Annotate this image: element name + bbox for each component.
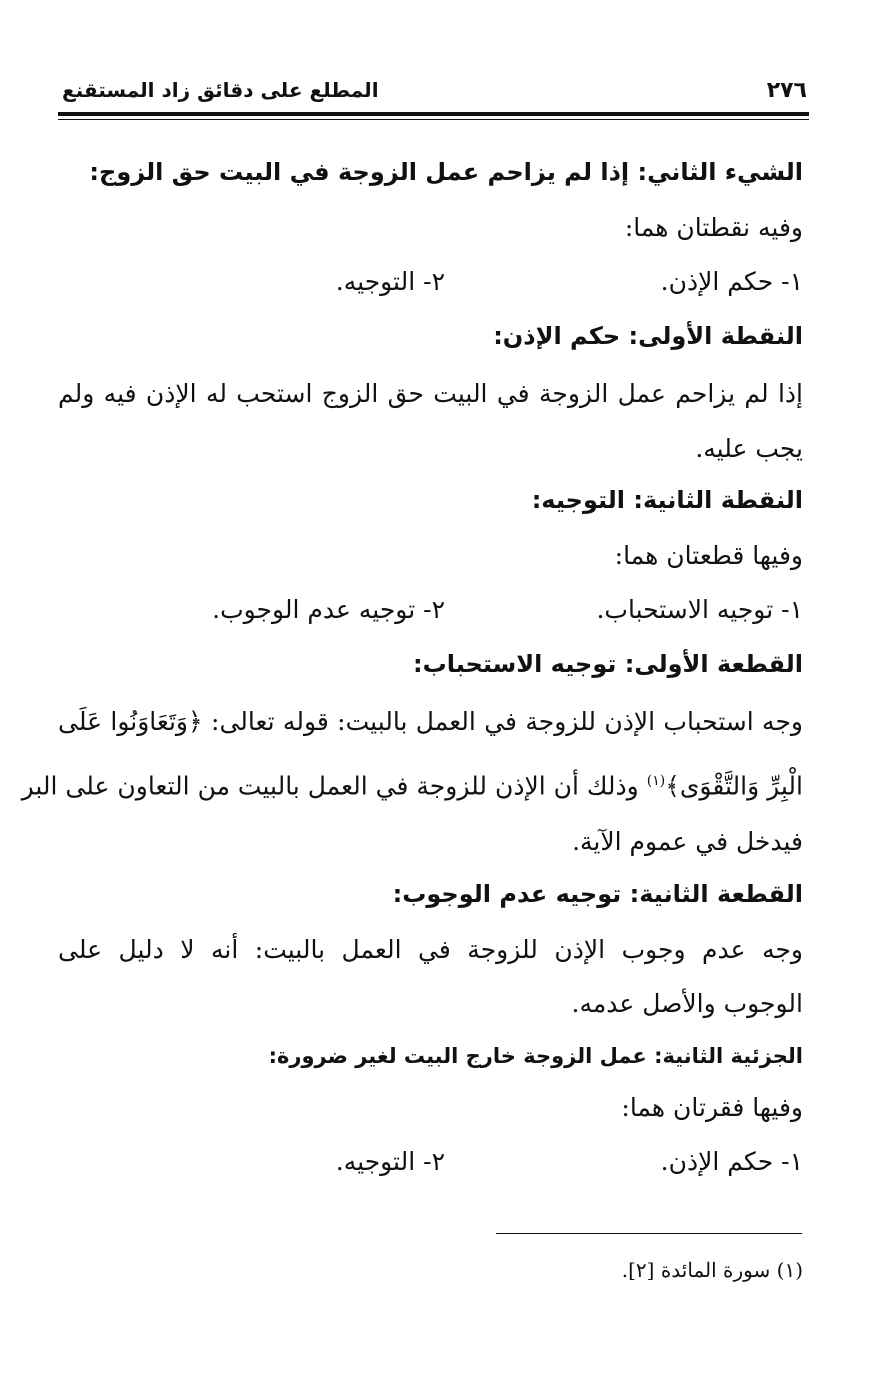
header-rule-thick <box>58 112 809 116</box>
paragraph-line: يجب عليه. <box>695 434 803 463</box>
book-title: المطلع على دقائق زاد المستقنع <box>62 78 379 102</box>
list-item: ٢- التوجيه. <box>335 1147 445 1176</box>
paragraph-line: وجه استحباب الإذن للزوجة في العمل بالبيت: قوله تعالى: ﴿وَتَعَاوَنُوا عَلَى <box>58 707 803 736</box>
list-item: ٢- توجيه عدم الوجوب. <box>212 595 445 624</box>
header-rule-thin <box>58 119 809 120</box>
paragraph: وفيها قطعتان هما: <box>614 541 803 570</box>
paragraph-line <box>21 763 803 804</box>
section-heading: الشيء الثاني: إذا لم يزاحم عمل الزوجة في البيت حق الزوج: <box>89 158 803 186</box>
list-item: ١- حكم الإذن. <box>660 267 803 296</box>
paragraph-line: وجه عدم وجوب الإذن للزوجة في العمل بالبيت: أنه لا دليل على <box>58 935 803 964</box>
paragraph: وفيه نقطتان هما: <box>624 213 803 242</box>
list-item: ١- حكم الإذن. <box>660 1147 803 1176</box>
footnote-ref: (١) <box>646 773 666 789</box>
page-number: ٢٧٦ <box>766 78 807 103</box>
footnote-rule <box>496 1233 802 1234</box>
list-row <box>58 1144 803 1180</box>
paragraph: وفيها فقرتان هما: <box>621 1093 803 1122</box>
paragraph-text: وذلك أن الإذن للزوجة في العمل بالبيت من التعاون على البر <box>21 771 639 801</box>
footnote: (١) سورة المائدة [٢]. <box>621 1258 803 1282</box>
list-row <box>58 592 803 628</box>
list-item: ٢- التوجيه. <box>335 267 445 296</box>
running-header <box>62 78 807 110</box>
quran-verse: الْبِرِّ وَالتَّقْوَى﴾ <box>665 771 803 801</box>
paragraph-line: فيدخل في عموم الآية. <box>572 827 803 856</box>
section-heading: النقطة الثانية: التوجيه: <box>531 486 803 514</box>
section-heading: النقطة الأولى: حكم الإذن: <box>493 322 803 350</box>
list-item: ١- توجيه الاستحباب. <box>596 595 803 624</box>
section-heading: القطعة الأولى: توجيه الاستحباب: <box>413 650 803 678</box>
list-row <box>58 264 803 300</box>
paragraph-line: الوجوب والأصل عدمه. <box>571 989 803 1018</box>
section-heading: القطعة الثانية: توجيه عدم الوجوب: <box>392 880 803 908</box>
paragraph-line: إذا لم يزاحم عمل الزوجة في البيت حق الزوج استحب له الإذن فيه ولم <box>58 379 803 408</box>
subsection-heading: الجزئية الثانية: عمل الزوجة خارج البيت لغير ضرورة: <box>268 1044 803 1068</box>
